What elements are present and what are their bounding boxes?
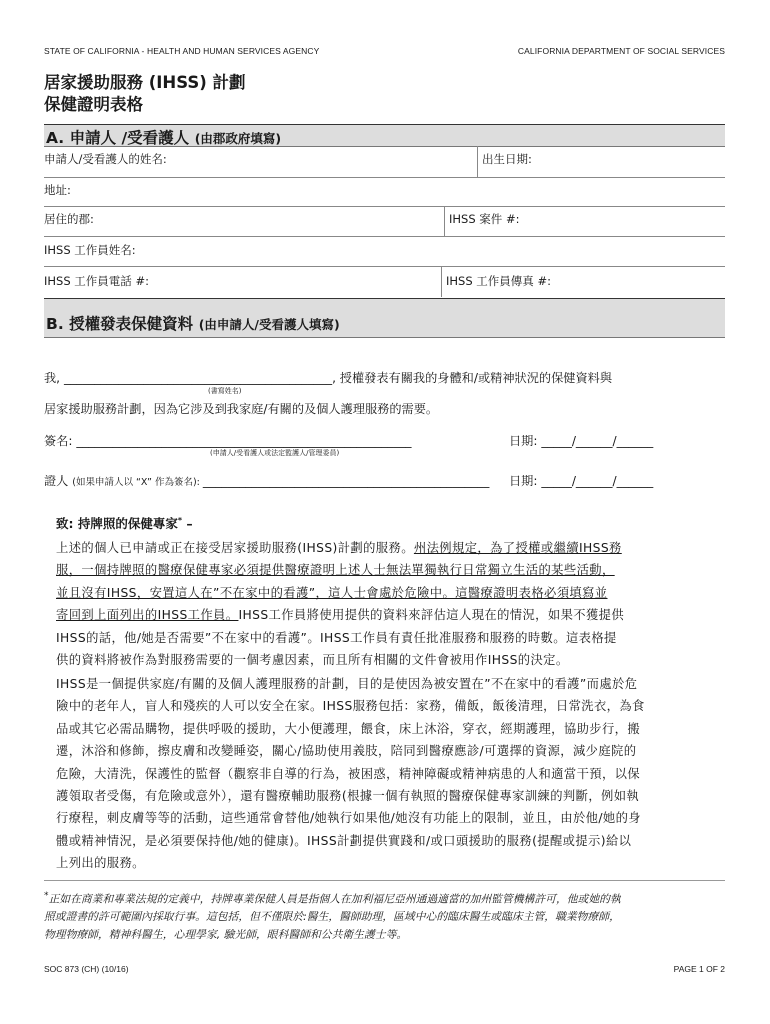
- p1-line1b: 州法例規定，為了授權或繼續IHSS務: [413, 541, 622, 555]
- section-b-title: B. 授權發表保健資料: [46, 315, 194, 333]
- footnote-line2: 照或證書的許可範圍內採取行事。這包括，但不僅限於:醫生，醫師助理，區域中心的臨床醫生或臨床主管，職業物療師，: [44, 910, 620, 924]
- letter-paragraph-1: [56, 537, 718, 671]
- p2-line8: 體或精神情況，是必須要保持他/她的健康)。IHSS計劃提供實踐和/或口頭援助的服務(提醒或提示)給以: [56, 833, 632, 848]
- footnote-mark: *: [44, 891, 49, 901]
- witness-date-blank[interactable]: _____/______/______: [541, 474, 654, 488]
- footnote-line3: 物理物療師，精神科醫生，心理學家, 驗光師，眼科醫師和公共衛生護士等。: [44, 927, 408, 941]
- worker-name-field[interactable]: IHSS 工作員姓名:: [44, 243, 136, 257]
- witness-note: (如果申請人以 “X” 作為簽名):: [72, 477, 203, 488]
- p2-line4: 遷，沐浴和修飾，擦皮膚和改變睡姿，關心/協助使用義肢，陪同到醫療應診/可選擇的資源，減少庭院的: [56, 744, 637, 759]
- worker-phone-field[interactable]: IHSS 工作員電話 #:: [44, 274, 149, 288]
- footnote-marker: *: [177, 515, 183, 525]
- letter-heading: [56, 514, 193, 532]
- signature-caption: (申請人/受看護人或法定監護人/管理委員): [210, 449, 340, 457]
- address-field[interactable]: 地址:: [44, 183, 71, 197]
- dob-field[interactable]: 出生日期:: [482, 152, 532, 166]
- footnote-line1: 正如在商業和專業法規的定義中，持牌專業保健人員是指個人在加利福尼亞州通過適當的加州監管機構許可，他或她的執: [48, 892, 621, 906]
- witness-date: [509, 472, 653, 489]
- divider: [441, 266, 442, 297]
- p2-line2: 險中的老年人，盲人和殘疾的人可以安全在家。IHSS服務包括：家務，備飯，飯後清理，日常洗衣，為食: [56, 699, 645, 714]
- section-b-note: (由申請人/受看護人填寫): [198, 317, 340, 332]
- divider: [44, 177, 725, 178]
- section-a-note: (由郡政府填寫): [194, 131, 282, 146]
- authorization-line: [44, 369, 612, 386]
- section-a-title: A. 申請人 /受看護人: [46, 129, 190, 147]
- p1-line4a: 寄回到上面列出的IHSS工作員。: [56, 608, 239, 623]
- p1-line3: 並且沒有IHSS，安置這人在”不在家中的看護”，這人士會處於危險中。這醫療證明表格必須填寫並: [56, 585, 608, 600]
- printed-name-blank[interactable]: ____________________________________________: [63, 371, 333, 385]
- p1-line4b: IHSS工作員將使用提供的資料來評估這人現在的情況，如果不獲提供: [238, 608, 625, 623]
- p1-line1a: 上述的個人已申請或正在接受居家援助服務(IHSS)計劃的服務。: [56, 541, 414, 555]
- date-label: 日期:: [509, 434, 542, 448]
- witness-blank[interactable]: _______________________________________________: [202, 474, 490, 488]
- auth-suffix: , 授權發表有關我的身體和/或精神狀況的保健資料與: [332, 371, 613, 385]
- p1-line2: 服，一個持牌照的醫療保健專家必須提供醫療證明上述人士無法單獨執行日常獨立生活的某些活動，: [56, 563, 615, 578]
- case-number-field[interactable]: IHSS 案件 #:: [449, 212, 520, 226]
- authorization-line-2: 居家援助服務計劃，因為它涉及到我家庭/有關的及個人護理服務的需要。: [44, 402, 439, 416]
- section-a-header: [44, 124, 725, 147]
- footnote: [44, 888, 734, 943]
- divider: [444, 206, 445, 236]
- footnote-divider: [44, 880, 725, 881]
- divider: [477, 146, 478, 177]
- p1-line5: IHSS的話，他/她是否需要”不在家中的看護”。IHSS工作員有責任批准服務和服務的時數。這表格提: [56, 630, 617, 645]
- p2-line6: 護領取者受傷，有危險或意外），還有醫療輔助服務(根據一個有執照的醫療保健專家訓練的判斷，例如執: [56, 789, 640, 804]
- witness-label: 證人: [44, 474, 73, 488]
- p1-line6: 供的資料將被作為對服務需要的一個考慮因素，而且所有相關的文件會被用作IHSS的決定。: [56, 653, 569, 668]
- form-subtitle: 保健證明表格: [44, 95, 143, 114]
- section-b-header: [44, 298, 725, 338]
- witness-date-label: 日期:: [509, 474, 542, 488]
- department-header: CALIFORNIA DEPARTMENT OF SOCIAL SERVICES: [517, 46, 725, 56]
- auth-prefix: 我,: [44, 371, 64, 385]
- date-blank[interactable]: _____/______/______: [541, 434, 654, 448]
- applicant-name-field[interactable]: 申請人/受看護人的姓名:: [44, 152, 167, 166]
- p2-line9: 上列出的服務。: [56, 856, 145, 871]
- signature-blank[interactable]: _______________________________________________________: [76, 434, 412, 448]
- printed-name-caption: (書寫姓名): [208, 387, 242, 395]
- form-title: 居家援助服務 (IHSS) 計劃: [44, 73, 246, 92]
- worker-fax-field[interactable]: IHSS 工作員傳真 #:: [446, 274, 551, 288]
- county-field[interactable]: 居住的郡:: [44, 212, 94, 226]
- letter-heading-text: 致: 持牌照的保健專家: [56, 516, 178, 531]
- p2-line5: 危險，大清洗，保護性的監督（觀察非自導的行為，被困惑，精神障礙或精神病患的人和適當干預，以保: [56, 766, 641, 781]
- letter-heading-dash: –: [182, 516, 193, 531]
- divider: [44, 266, 725, 267]
- signature-label: 簽名:: [44, 434, 77, 448]
- page-number: PAGE 1 OF 2: [673, 964, 725, 974]
- form-id: SOC 873 (CH) (10/16): [44, 964, 129, 974]
- divider: [44, 206, 725, 207]
- divider: [44, 236, 725, 237]
- signature-line: [44, 432, 412, 449]
- witness-line: [44, 472, 489, 489]
- p2-line1: IHSS是一個提供家庭/有關的及個人護理服務的計劃，目的是使因為被安置在”不在家中的看護”而處於危: [56, 677, 638, 691]
- p2-line3: 品或其它必需品購物，提供呼吸的援助，大小便護理，餵食，床上沐浴，穿衣，經期護理，協助步行，搬: [56, 721, 641, 736]
- letter-paragraph-2: [56, 673, 718, 875]
- p2-line7: 行療程，刺皮膚等等的活動，這些通常會替他/她執行如果他/她沒有功能上的限制，並且，由於他/她的身: [56, 811, 641, 826]
- signature-date: [509, 432, 653, 449]
- agency-header: STATE OF CALIFORNIA - HEALTH AND HUMAN SERVICES AGENCY: [44, 46, 320, 56]
